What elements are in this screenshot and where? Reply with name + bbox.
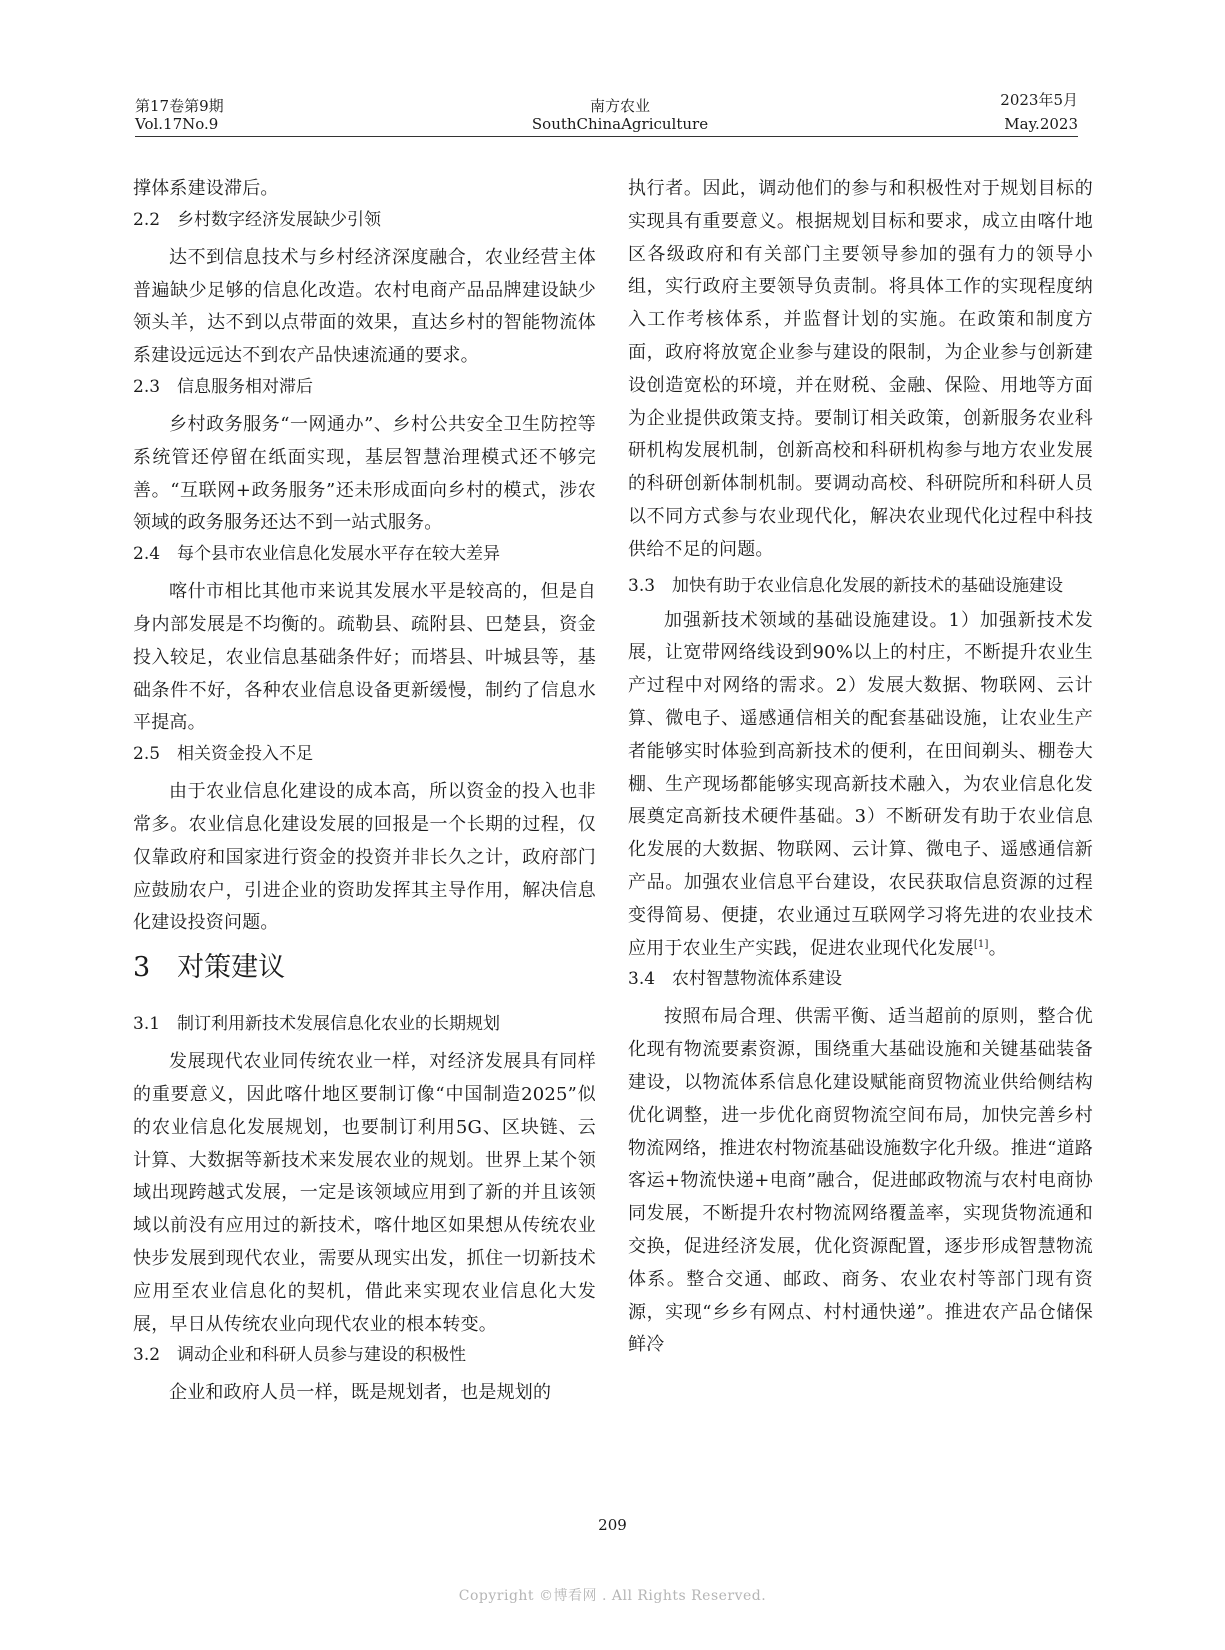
date-en: May.2023 xyxy=(1004,115,1078,133)
section-2-2-paragraph: 达不到信息技术与乡村经济深度融合，农业经营主体普遍缺少足够的信息化改造。农村电商产品品牌建设缺少领头羊，达不到以点带面的效果，直达乡村的智能物流体系建设远远达不到农产品快速流通的要求。 xyxy=(133,246,596,367)
section-3-3-text: 加强新技术领域的基础设施建设。1）加强新技术发展，让宽带网络线设到90%以上的村庄，不断提升农业生产过程中对网络的需求。2）发展大数据、物联网、云计算、微电子、遥感通信相关的配套基础设施，让农业生产者能够实时体验到高新技术的便利，在田间剃头、棚卷大棚、生产现场都能够实现高新技术融入，为农业信息化发展奠定高新技术硬件基础。3）不断研发有助于农业信息化发展的大数据、物联网、云计算、微电子、遥感通信新产品。加强农业信息平台建设，农民获取信息资源的过程变得简易、便捷，农业通过互联网学习将先进的农业技术应用于农业生产实践，促进农业现代化发展 xyxy=(628,609,1093,959)
section-3-4-heading: 3.4 农村智慧物流体系建设 xyxy=(628,969,843,990)
section-2-4-heading: 2.4 每个县市农业信息化发展水平存在较大差异 xyxy=(133,544,501,565)
volume-en: Vol.17No.9 xyxy=(135,115,219,133)
section-3-1-paragraph: 发展现代农业同传统农业一样，对经济发展具有同样的重要意义，因此喀什地区要制订像“中国制造2025”似的农业信息化发展规划，也要制订利用5G、区块链、云计算、大数据等新技术来发展农业的规划。世界上某个领域出现跨越式发展，一定是该领域应用到了新的并且该领域以前没有应用过的新技术，喀什地区如果想从传统农业快步发展到现代农业，需要从现实出发，抓住一切新技术应用至农业信息化的契机，借此来实现农业信息化大发展，早日从传统农业向现代农业的根本转变。 xyxy=(133,1051,596,1335)
section-2-5-heading: 2.5 相关资金投入不足 xyxy=(133,744,314,765)
journal-name-en: SouthChinaAgriculture xyxy=(531,115,709,133)
section-3-3-heading: 3.3 加快有助于农业信息化发展的新技术的基础设施建设 xyxy=(628,575,1064,596)
page-number: 209 xyxy=(598,1516,627,1534)
section-3-1-heading: 3.1 制订利用新技术发展信息化农业的长期规划 xyxy=(133,1014,501,1035)
copyright-watermark: Copyright ©博看网 . All Rights Reserved. xyxy=(458,1588,767,1604)
header-date xyxy=(1000,88,1078,136)
continued-paragraph: 撑体系建设滞后。 xyxy=(133,178,279,199)
header-journal xyxy=(470,97,770,133)
left-column xyxy=(133,173,596,1410)
section-3-heading: 3 对策建议 xyxy=(133,952,286,984)
section-2-5-paragraph: 由于农业信息化建设的成本高，所以资金的投入也非常多。农业信息化建设发展的回报是一个长期的过程，仅仅靠政府和国家进行资金的投资并非长久之计，政府部门应鼓励农户，引进企业的资助发挥其主导作用，解决信息化建设投资问题。 xyxy=(133,781,596,934)
section-2-3-heading: 2.3 信息服务相对滞后 xyxy=(133,376,314,397)
section-3-2-heading: 3.2 调动企业和科研人员参与建设的积极性 xyxy=(133,1345,467,1366)
date-cn: 2023年5月 xyxy=(1000,91,1078,109)
journal-name-cn: 南方农业 xyxy=(589,97,650,115)
section-2-2-heading: 2.2 乡村数字经济发展缺少引领 xyxy=(133,209,382,230)
section-3-4-paragraph: 按照布局合理、供需平衡、适当超前的原则，整合优化现有物流要素资源，围绕重大基础设施和关键基础装备建设，以物流体系信息化建设赋能商贸物流业供给侧结构优化调整，进一步优化商贸物流空间布局，加快完善乡村物流网络，推进农村物流基础设施数字化升级。推进“道路客运+物流快递+电商”融合，促进邮政物流与农村电商协同发展，不断提升农村物流网络覆盖率，实现货物流通和交换，促进经济发展，优化资源配置，逐步形成智慧物流体系。整合交通、邮政、商务、农业农村等部门现有资源，实现“乡乡有网点、村村通快递”。推进农产品仓储保鲜冷 xyxy=(628,1006,1093,1356)
reference-marker: [1] xyxy=(973,938,989,950)
volume-cn: 第17卷第9期 xyxy=(135,97,224,115)
section-2-3-paragraph: 乡村政务服务“一网通办”、乡村公共安全卫生防控等系统管还停留在纸面实现，基层智慧治理模式还不够完善。“互联网+政务服务”还未形成面向乡村的模式，涉农领域的政务服务还达不到一站式服务。 xyxy=(133,413,596,534)
section-3-3-paragraph xyxy=(628,605,1093,966)
section-3-2-paragraph: 企业和政府人员一样，既是规划者，也是规划的 xyxy=(169,1382,552,1404)
header-divider xyxy=(135,136,1078,137)
header-volume xyxy=(135,97,224,133)
section-2-4-paragraph: 喀什市相比其他市来说其发展水平是较高的，但是自身内部发展是不均衡的。疏勒县、疏附县、巴楚县，资金投入较足，农业信息基础条件好；而塔县、叶城县等，基础条件不好，各种农业信息设备更新缓慢，制约了信息水平提高。 xyxy=(133,581,596,734)
section-3-2-continued-paragraph: 执行者。因此，调动他们的参与和积极性对于规划目标的实现具有重要意义。根据规划目标和要求，成立由喀什地区各级政府和有关部门主要领导参加的强有力的领导小组，实行政府主要领导负责制。将具体工作的实现程度纳入工作考核体系，并监督计划的实施。在政策和制度方面，政府将放宽企业参与建设的限制，为企业参与创新建设创造宽松的环境，并在财税、金融、保险、用地等方面为企业提供政策支持。要制订相关政策，创新服务农业科研机构发展机制，创新高校和科研机构参与地方农业发展的科研创新体制机制。要调动高校、科研院所和科研人员以不同方式参与农业现代化，解决农业现代化过程中科技供给不足的问题。 xyxy=(628,178,1093,560)
section-3-3-end: 。 xyxy=(988,937,1007,959)
right-column xyxy=(628,173,1093,1362)
